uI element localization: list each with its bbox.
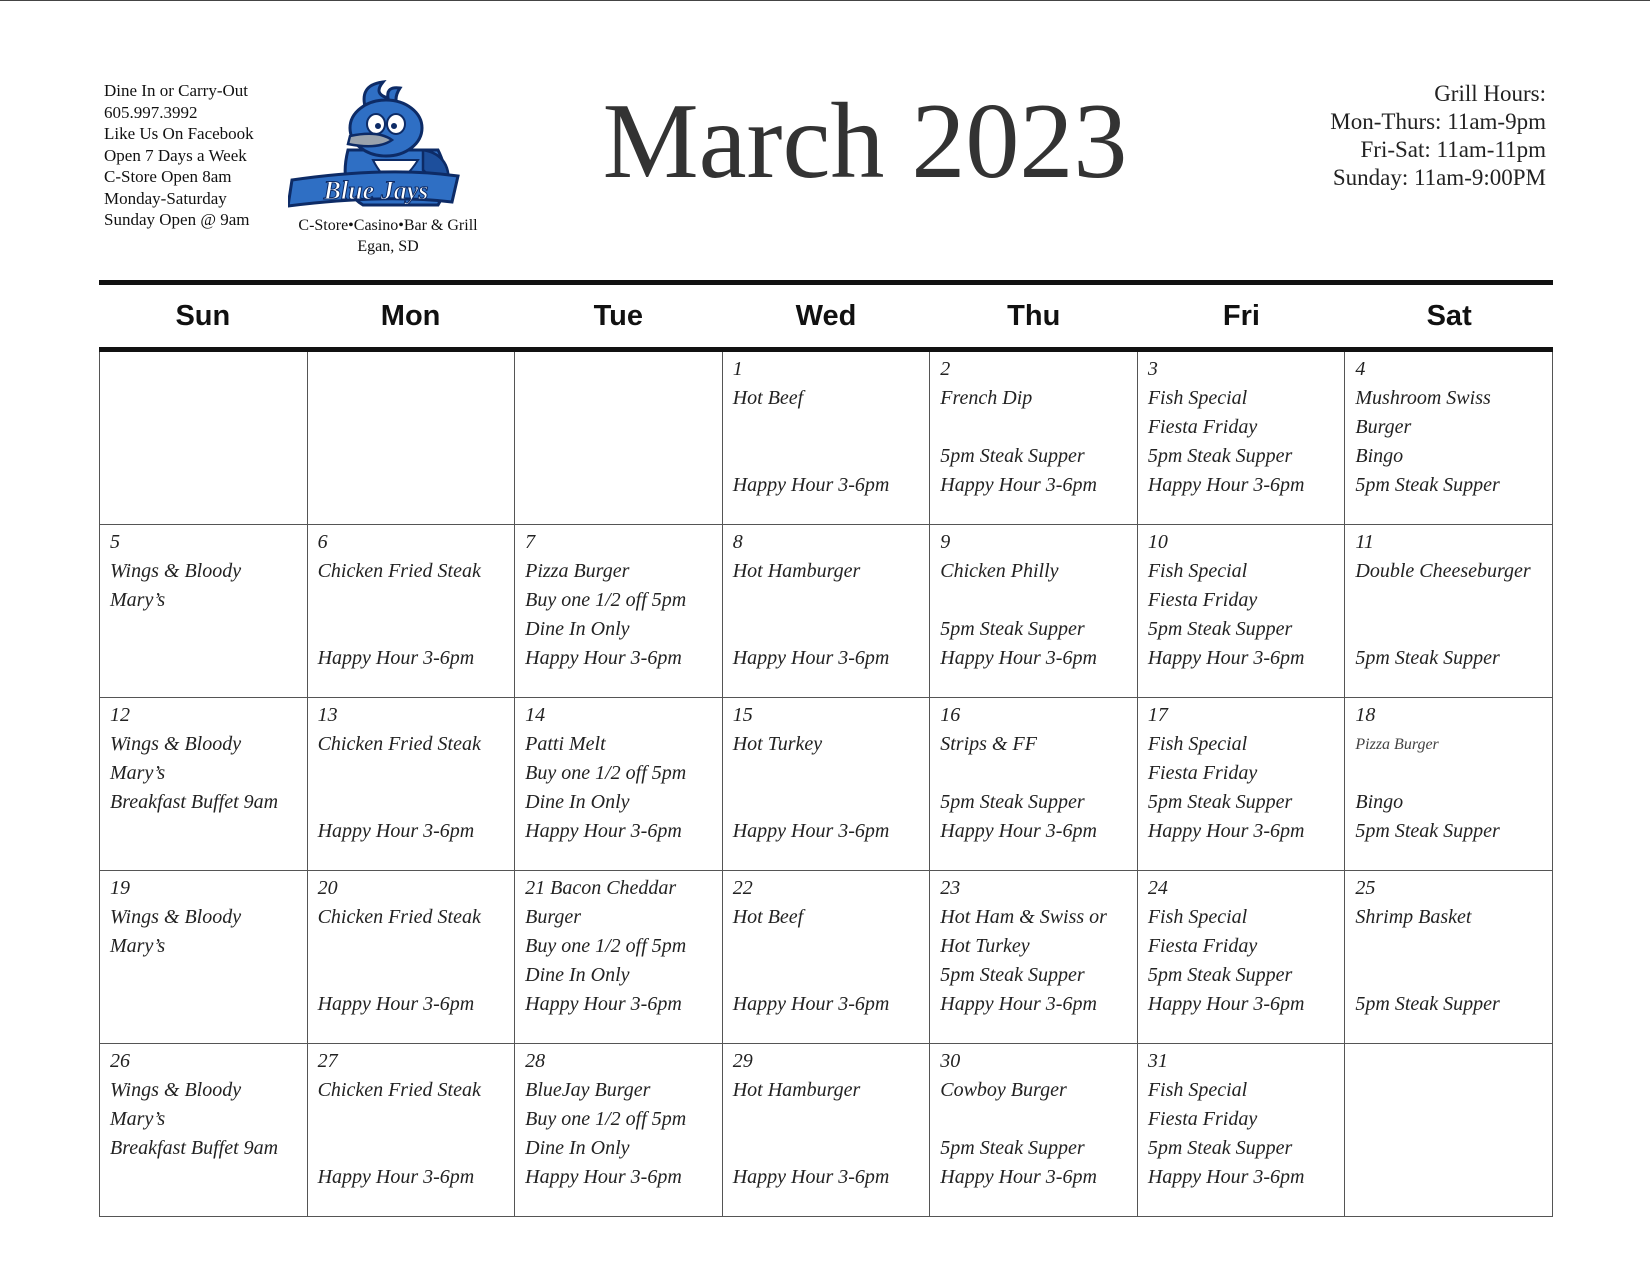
day-number: 8: [732, 531, 743, 553]
day-number: 21 Bacon Cheddar: [525, 877, 677, 899]
calendar-week-row: [100, 352, 1553, 525]
page-title: March 2023: [602, 82, 1128, 201]
day-event: Mary’s: [110, 589, 166, 611]
day-event: [1355, 586, 1544, 615]
calendar-day-cell: [307, 698, 515, 871]
day-event: [940, 413, 1129, 442]
day-event: Happy Hour 3-6pm: [940, 474, 1097, 496]
day-number: 20: [317, 877, 338, 899]
day-event: Pizza Burger: [1355, 736, 1439, 753]
day-event: Bingo: [1355, 791, 1404, 813]
day-event: Double Cheeseburger: [1355, 560, 1531, 582]
day-event: Wings & Bloody: [110, 733, 242, 755]
top-border: [0, 0, 1650, 1]
day-event: Dine In Only: [525, 1137, 630, 1159]
day-event: Dine In Only: [525, 964, 630, 986]
calendar-empty-cell: [307, 352, 515, 525]
calendar-week-row: [100, 698, 1553, 871]
day-event: Fiesta Friday: [1147, 416, 1258, 438]
day-event: [733, 586, 922, 615]
day-number: 1: [732, 358, 743, 380]
calendar-day-cell: [930, 525, 1138, 698]
day-event: Happy Hour 3-6pm: [317, 993, 475, 1015]
info-line: Dine In or Carry-Out: [104, 81, 248, 100]
weekday-mon: Mon: [380, 300, 441, 332]
day-event: [318, 961, 507, 990]
day-event: [733, 961, 922, 990]
day-event: 5pm Steak Supper: [940, 964, 1085, 986]
info-phone: 605.997.3992: [104, 102, 198, 122]
day-event: [318, 615, 507, 644]
day-event: Fish Special: [1147, 560, 1248, 582]
calendar-day-cell: [1137, 871, 1345, 1044]
day-event: Happy Hour 3-6pm: [940, 993, 1097, 1015]
weekday-tue: Tue: [593, 300, 643, 332]
day-number: 5: [110, 531, 120, 553]
weekday-wed: Wed: [795, 300, 857, 332]
day-event: [318, 788, 507, 817]
day-event: Happy Hour 3-6pm: [940, 647, 1097, 669]
day-event: [318, 1134, 507, 1163]
calendar-day-cell: [722, 1044, 930, 1217]
day-number: 26: [110, 1050, 130, 1072]
day-event: [940, 586, 1129, 615]
day-event: 5pm Steak Supper: [1355, 993, 1500, 1015]
day-event: Happy Hour 3-6pm: [1147, 1166, 1305, 1188]
blue-jay-mascot-icon: [288, 80, 488, 215]
day-event: Buy one 1/2 off 5pm: [525, 935, 687, 957]
day-number: 24: [1147, 877, 1168, 899]
day-event: Happy Hour 3-6pm: [317, 820, 475, 842]
calendar-day-cell: [1345, 871, 1553, 1044]
calendar-day-cell: [722, 525, 930, 698]
day-event: Chicken Fried Steak: [317, 560, 481, 582]
calendar-day-cell: [100, 871, 308, 1044]
weekday-sun: Sun: [175, 300, 231, 332]
calendar-day-cell: [515, 525, 723, 698]
day-number: 31: [1147, 1050, 1168, 1072]
calendar-day-cell: [1137, 698, 1345, 871]
day-event: Hot Ham & Swiss or: [940, 906, 1107, 928]
day-event: Mary’s: [110, 935, 166, 957]
day-event: Fiesta Friday: [1147, 589, 1258, 611]
day-number: 27: [317, 1050, 338, 1072]
day-event: [733, 442, 922, 471]
day-event: Happy Hour 3-6pm: [732, 1166, 890, 1188]
day-event: [733, 759, 922, 788]
day-event: Happy Hour 3-6pm: [940, 1166, 1097, 1188]
day-event: Wings & Bloody: [110, 1079, 242, 1101]
day-event: Dine In Only: [525, 791, 630, 813]
day-event: 5pm Steak Supper: [1147, 618, 1293, 640]
weekday-thu: Thu: [1007, 300, 1061, 332]
logo-location: Egan, SD: [357, 238, 419, 255]
calendar-day-cell: [722, 698, 930, 871]
day-event: [940, 759, 1129, 788]
day-event: Wings & Bloody: [110, 560, 242, 582]
calendar-day-cell: [930, 352, 1138, 525]
day-event: [318, 759, 507, 788]
calendar-day-cell: [1137, 352, 1345, 525]
day-event: Happy Hour 3-6pm: [525, 993, 682, 1015]
day-event: Happy Hour 3-6pm: [1147, 820, 1305, 842]
day-event: Happy Hour 3-6pm: [732, 820, 890, 842]
day-event: Fiesta Friday: [1147, 935, 1258, 957]
calendar-week-row: [100, 871, 1553, 1044]
day-number: 6: [317, 531, 328, 553]
day-event: Happy Hour 3-6pm: [1147, 474, 1305, 496]
day-event: Happy Hour 3-6pm: [1147, 647, 1305, 669]
info-line: Like Us On Facebook: [104, 124, 254, 143]
day-number: 10: [1147, 531, 1168, 553]
calendar-day-cell: [930, 698, 1138, 871]
day-event: Cowboy Burger: [940, 1079, 1067, 1101]
day-event: 5pm Steak Supper: [940, 1137, 1085, 1159]
day-event: Happy Hour 3-6pm: [525, 647, 682, 669]
day-number: 29: [732, 1050, 753, 1072]
day-event: Happy Hour 3-6pm: [732, 474, 890, 496]
calendar-day-cell: [100, 698, 308, 871]
day-event: Burger: [1355, 416, 1412, 438]
day-event: Burger: [525, 906, 582, 928]
day-event: 5pm Steak Supper: [1147, 791, 1293, 813]
day-event: Happy Hour 3-6pm: [317, 1166, 475, 1188]
calendar-day-cell: [1137, 525, 1345, 698]
day-event: 5pm Steak Supper: [1355, 647, 1500, 669]
calendar-week-row: [100, 1044, 1553, 1217]
day-event: Chicken Fried Steak: [317, 733, 481, 755]
day-event: 5pm Steak Supper: [1147, 1137, 1293, 1159]
day-event: Happy Hour 3-6pm: [525, 820, 682, 842]
info-line: Sunday Open @ 9am: [104, 210, 250, 229]
day-event: Happy Hour 3-6pm: [317, 647, 475, 669]
calendar-day-cell: [1345, 525, 1553, 698]
day-event: Shrimp Basket: [1355, 906, 1472, 928]
day-event: Pizza Burger: [525, 560, 630, 582]
day-event: Happy Hour 3-6pm: [1147, 993, 1305, 1015]
calendar-day-cell: [100, 525, 308, 698]
day-event: [733, 413, 922, 442]
day-event: Hot Beef: [732, 906, 804, 928]
day-event: [733, 1134, 922, 1163]
day-event: Happy Hour 3-6pm: [940, 820, 1097, 842]
day-event: Mushroom Swiss: [1355, 387, 1491, 409]
day-event: Buy one 1/2 off 5pm: [525, 1108, 687, 1130]
day-event: Breakfast Buffet 9am: [110, 1137, 279, 1159]
day-number: 18: [1355, 704, 1376, 726]
info-line: C-Store Open 8am: [104, 167, 232, 186]
calendar-empty-cell: [1345, 1044, 1553, 1217]
weekday-sat: Sat: [1426, 300, 1472, 332]
day-event: Happy Hour 3-6pm: [525, 1166, 682, 1188]
day-event: 5pm Steak Supper: [1355, 820, 1500, 842]
calendar-day-cell: [930, 1044, 1138, 1217]
day-event: [733, 932, 922, 961]
info-line: Open 7 Days a Week: [104, 145, 247, 165]
day-event: Bingo: [1355, 445, 1404, 467]
logo-wordmark: Blue Jays: [323, 176, 429, 205]
day-event: 5pm Steak Supper: [1147, 964, 1293, 986]
day-event: Dine In Only: [525, 618, 630, 640]
day-event: [1355, 932, 1544, 961]
calendar-day-cell: [100, 1044, 308, 1217]
day-event: Strips & FF: [940, 733, 1037, 755]
calendar-day-cell: [307, 871, 515, 1044]
day-number: 17: [1147, 704, 1168, 726]
day-event: [318, 1105, 507, 1134]
day-number: 28: [525, 1050, 546, 1072]
day-event: Breakfast Buffet 9am: [110, 791, 279, 813]
day-number: 14: [525, 704, 546, 726]
hours-line: Sunday: 11am-9:00PM: [1332, 165, 1546, 190]
day-event: BlueJay Burger: [525, 1079, 651, 1101]
day-event: Fish Special: [1147, 387, 1248, 409]
day-event: [1355, 759, 1544, 788]
day-event: French Dip: [940, 387, 1033, 409]
day-event: Hot Hamburger: [732, 1079, 861, 1101]
day-event: [1355, 615, 1544, 644]
day-event: Mary’s: [110, 1108, 166, 1130]
day-number: 3: [1147, 358, 1158, 380]
calendar-day-cell: [722, 352, 930, 525]
day-number: 13: [317, 704, 338, 726]
calendar-empty-cell: [515, 352, 723, 525]
calendar-day-cell: [1345, 352, 1553, 525]
day-event: Buy one 1/2 off 5pm: [525, 762, 687, 784]
day-event: Fiesta Friday: [1147, 1108, 1258, 1130]
calendar-empty-cell: [100, 352, 308, 525]
day-number: 9: [940, 531, 951, 553]
logo-subtitle: C-Store•Casino•Bar & Grill: [298, 217, 478, 234]
day-number: 30: [940, 1050, 961, 1072]
calendar-day-cell: [515, 1044, 723, 1217]
weekday-fri: Fri: [1222, 300, 1260, 332]
day-event: Happy Hour 3-6pm: [732, 993, 890, 1015]
day-event: Wings & Bloody: [110, 906, 242, 928]
day-number: 4: [1355, 358, 1366, 380]
day-event: Fiesta Friday: [1147, 762, 1258, 784]
hours-line: Fri-Sat: 11am-11pm: [1360, 137, 1546, 162]
day-number: 19: [110, 877, 130, 899]
day-number: 25: [1355, 877, 1376, 899]
day-event: [733, 788, 922, 817]
day-event: [733, 615, 922, 644]
day-number: 16: [940, 704, 961, 726]
calendar-day-cell: [515, 698, 723, 871]
day-event: Fish Special: [1147, 1079, 1248, 1101]
grill-hours: [1330, 80, 1546, 192]
blue-jays-logo: [288, 80, 488, 260]
calendar-day-cell: [930, 871, 1138, 1044]
day-event: Buy one 1/2 off 5pm: [525, 589, 687, 611]
day-event: 5pm Steak Supper: [1355, 474, 1500, 496]
day-number: 2: [940, 358, 951, 380]
calendar-day-cell: [307, 1044, 515, 1217]
calendar-day-cell: [1137, 1044, 1345, 1217]
calendar-grid: [99, 352, 1553, 1217]
day-event: Chicken Fried Steak: [317, 906, 481, 928]
day-event: Chicken Philly: [940, 560, 1059, 582]
day-number: 11: [1355, 531, 1374, 553]
day-event: Chicken Fried Steak: [317, 1079, 481, 1101]
day-event: [940, 1105, 1129, 1134]
day-event: [318, 932, 507, 961]
calendar-week-row: [100, 525, 1553, 698]
store-info: [104, 80, 254, 231]
day-number: 23: [940, 877, 961, 899]
day-event: Patti Melt: [525, 733, 606, 755]
info-line: Monday-Saturday: [104, 188, 227, 208]
day-event: [733, 1105, 922, 1134]
calendar-day-cell: [722, 871, 930, 1044]
day-number: 12: [110, 704, 130, 726]
day-event: Mary’s: [110, 762, 166, 784]
calendar-day-cell: [307, 525, 515, 698]
day-event: [318, 586, 507, 615]
hours-line: Mon-Thurs: 11am-9pm: [1330, 109, 1546, 134]
day-number: 7: [525, 531, 536, 553]
day-event: Hot Turkey: [732, 733, 823, 755]
day-event: 5pm Steak Supper: [940, 445, 1085, 467]
day-event: [1355, 961, 1544, 990]
day-number: 22: [732, 877, 753, 899]
day-event: 5pm Steak Supper: [940, 791, 1085, 813]
day-event: 5pm Steak Supper: [940, 618, 1085, 640]
day-event: Happy Hour 3-6pm: [732, 647, 890, 669]
day-event: Hot Turkey: [940, 935, 1030, 957]
calendar-day-cell: [515, 871, 723, 1044]
day-event: Hot Hamburger: [732, 560, 861, 582]
day-number: 15: [732, 704, 753, 726]
day-event: Hot Beef: [732, 387, 804, 409]
day-event: 5pm Steak Supper: [1147, 445, 1293, 467]
day-event: Fish Special: [1147, 733, 1248, 755]
hours-heading: Grill Hours:: [1434, 81, 1546, 106]
weekday-header: [99, 285, 1553, 347]
day-event: Fish Special: [1147, 906, 1248, 928]
calendar-day-cell: [1345, 698, 1553, 871]
